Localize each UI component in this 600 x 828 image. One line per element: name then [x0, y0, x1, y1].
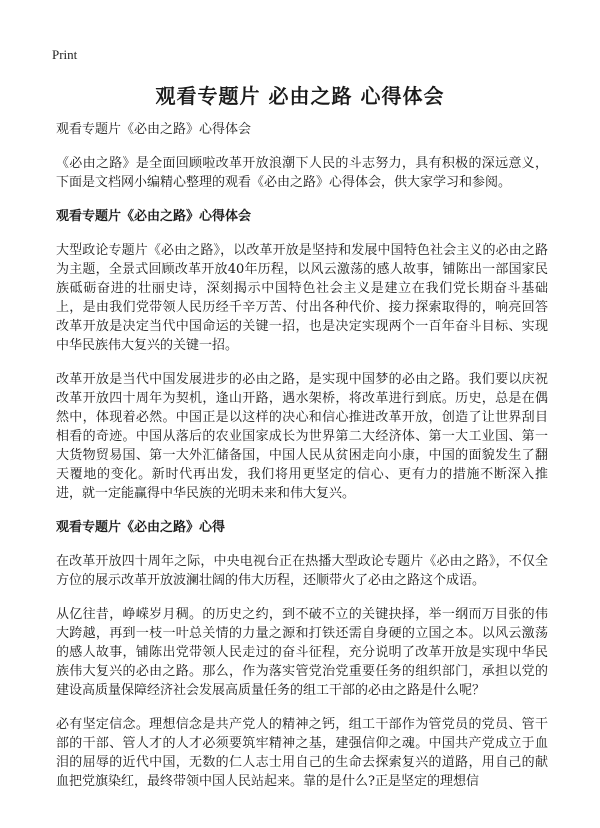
article-body [56, 120, 548, 806]
section1-paragraph: 改革开放是当代中国发展进步的必由之路，是实现中国梦的必由之路。我们要以庆祝改革开放四十周年为契机，逢山开路，遇水架桥，将改革进行到底。历史，总是在偶然中，体现着必然。中国正是以这样的决心和信心推进改革开放，创造了让世界刮目相看的奇迹。中国从落后的农业国家成长为世界第二大经济体、第一大工业国、第一大货物贸易国、第一大外汇储备国，中国人民从贫困走向小康，中国的面貌发生了翻天覆地的变化。新时代再出发，我们将用更坚定的信心、更有力的措施不断深入推进，就一定能赢得中华民族的光明未来和伟大复兴。 [56, 372, 548, 501]
section2-paragraph: 从亿往昔，峥嵘岁月稠。的历史之约，到不破不立的关键抉择，举一纲而万目张的伟大跨越，再到一枝一叶总关情的力量之源和打铁还需自身硬的立国之本。以风云激荡的感人故事，铺陈出党带领人民走过的奋斗征程，充分说明了改革开放是实现中华民族伟大复兴的必由之路。那么，作为落实管党治党重要任务的组织部门，承担以党的建设高质量保障经济社会发展高质量任务的组工干部的必由之路是什么呢？ [56, 607, 548, 698]
print-link[interactable]: Print [52, 47, 78, 62]
article-subtitle: 观看专题片《必由之路》心得体会 [56, 122, 252, 137]
section-heading-1: 观看专题片《必由之路》心得体会 [56, 209, 252, 224]
section-heading-2: 观看专题片《必由之路》心得 [56, 520, 226, 535]
page-title: 观看专题片 必由之路 心得体会 [155, 84, 445, 108]
intro-paragraph: 《必由之路》是全面回顾啦改革开放浪潮下人民的斗志努力，具有积极的深远意义，下面是文档网小编精心整理的观看《必由之路》心得体会，供大家学习和参阅。 [56, 156, 548, 190]
section2-paragraph: 必有坚定信念。理想信念是共产党人的精神之钙，组工干部作为管党员的党员、管干部的干部、管人才的人才必须要筑牢精神之基，建强信仰之魂。中国共产党成立于血泪的屈辱的近代中国，无数的仁人志士用自己的生命去探索复兴的道路，用自己的献血把党旗染红，最终带领中国人民站起来。靠的是什么?正是坚定的理想信 [56, 717, 548, 789]
section2-paragraph: 在改革开放四十周年之际，中央电视台正在热播大型政论专题片《必由之路》，不仅全方位的展示改革开放波澜壮阔的伟大历程，还顺带火了必由之路这个成语。 [56, 554, 548, 588]
section1-paragraph: 大型政论专题片《必由之路》，以改革开放是坚持和发展中国特色社会主义的必由之路为主题，全景式回顾改革开放40年历程，以风云激荡的感人故事，铺陈出一部国家民族砥砺奋进的壮丽史诗，深刻揭示中国特色社会主义是建立在我们党长期奋斗基础上，是由我们党带领人民历经千辛万苦、付出各种代价、接力探索取得的，响亮回答改革开放是决定当代中国命运的关键一招，也是决定实现两个一百年奋斗目标、实现中华民族伟大复兴的关键一招。 [56, 243, 548, 353]
